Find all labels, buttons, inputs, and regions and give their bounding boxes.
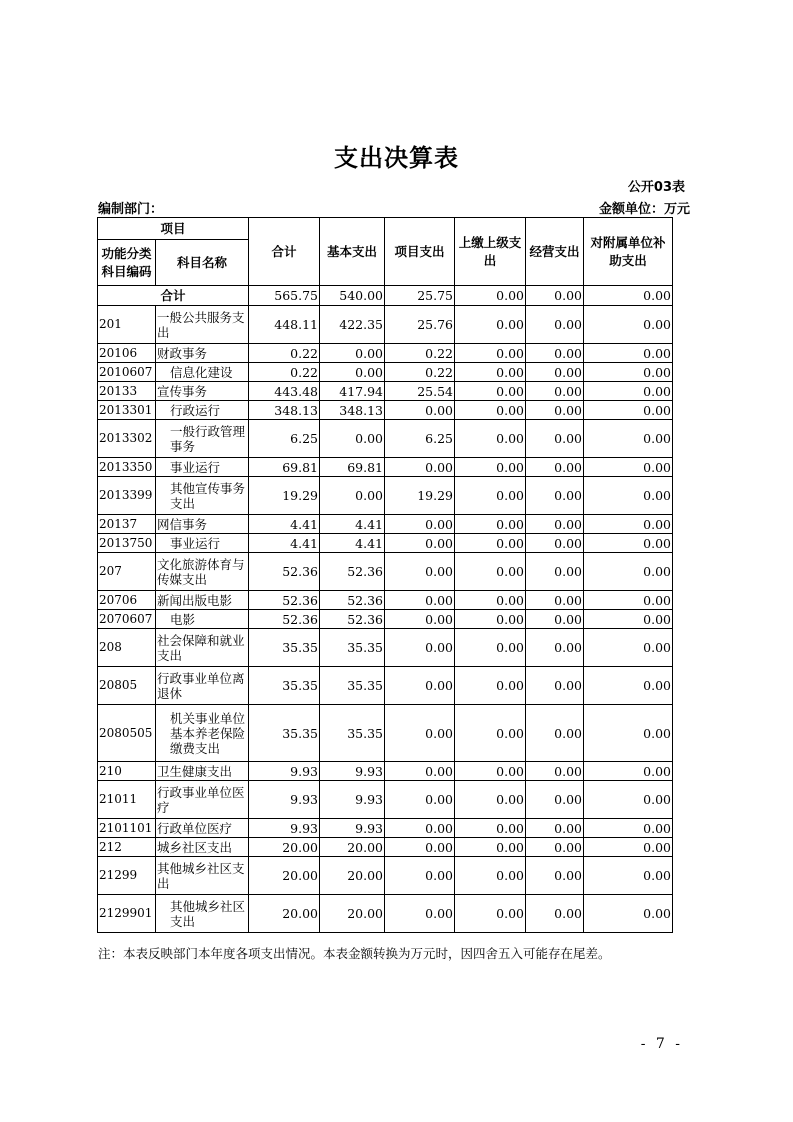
row-subsidy: 0.00 — [584, 629, 673, 667]
table-row — [98, 819, 673, 838]
row-subject-name: 信息化建设 — [156, 363, 249, 382]
total-label: 合计 — [98, 286, 249, 306]
row-upper: 0.00 — [455, 382, 526, 401]
row-basic: 20.00 — [320, 895, 385, 933]
table-row — [98, 306, 673, 344]
row-total: 4.41 — [249, 534, 320, 553]
row-subject-name: 行政运行 — [156, 401, 249, 420]
row-business: 0.00 — [526, 895, 584, 933]
row-subject-name: 卫生健康支出 — [156, 762, 249, 781]
table-row — [98, 420, 673, 458]
row-subject-name: 事业运行 — [156, 458, 249, 477]
row-basic: 4.41 — [320, 534, 385, 553]
row-upper: 0.00 — [455, 895, 526, 933]
row-project: 0.00 — [385, 838, 455, 857]
row-upper: 0.00 — [455, 401, 526, 420]
row-subject-name: 行政单位医疗 — [156, 819, 249, 838]
header-upper: 上缴上级支出 — [455, 218, 526, 286]
row-upper: 0.00 — [455, 610, 526, 629]
row-code: 21011 — [98, 781, 156, 819]
row-basic: 35.35 — [320, 667, 385, 705]
row-code: 2013301 — [98, 401, 156, 420]
header-business: 经营支出 — [526, 218, 584, 286]
row-subsidy: 0.00 — [584, 382, 673, 401]
header-subsidy: 对附属单位补助支出 — [584, 218, 673, 286]
header-basic: 基本支出 — [320, 218, 385, 286]
row-project: 0.22 — [385, 363, 455, 382]
header-func-code: 功能分类科目编码 — [98, 240, 156, 286]
row-code: 201 — [98, 306, 156, 344]
row-upper: 0.00 — [455, 838, 526, 857]
header-project-exp: 项目支出 — [385, 218, 455, 286]
row-subsidy: 0.00 — [584, 705, 673, 762]
row-project: 0.00 — [385, 515, 455, 534]
row-total: 35.35 — [249, 705, 320, 762]
page-number: - 7 - — [640, 1036, 683, 1052]
row-upper: 0.00 — [455, 857, 526, 895]
row-code: 2013302 — [98, 420, 156, 458]
table-row — [98, 610, 673, 629]
row-business: 0.00 — [526, 667, 584, 705]
row-subsidy: 0.00 — [584, 458, 673, 477]
row-code: 2013750 — [98, 534, 156, 553]
row-code: 20106 — [98, 344, 156, 363]
row-subsidy: 0.00 — [584, 610, 673, 629]
row-project: 0.00 — [385, 895, 455, 933]
row-subject-name: 其他城乡社区支出 — [156, 895, 249, 933]
row-upper: 0.00 — [455, 515, 526, 534]
row-basic: 4.41 — [320, 515, 385, 534]
row-total: 52.36 — [249, 553, 320, 591]
row-subject-name: 一般公共服务支出 — [156, 306, 249, 344]
row-subject-name: 城乡社区支出 — [156, 838, 249, 857]
row-basic: 20.00 — [320, 838, 385, 857]
row-total: 20.00 — [249, 838, 320, 857]
row-total: 52.36 — [249, 610, 320, 629]
row-code: 20133 — [98, 382, 156, 401]
row-code: 212 — [98, 838, 156, 857]
row-upper: 0.00 — [455, 534, 526, 553]
table-note: 注：本表反映部门本年度各项支出情况。本表金额转换为万元时，因四舍五入可能存在尾差。 — [98, 946, 611, 961]
row-project: 0.00 — [385, 781, 455, 819]
row-total: 19.29 — [249, 477, 320, 515]
row-code: 2101101 — [98, 819, 156, 838]
row-business: 0.00 — [526, 534, 584, 553]
row-project: 0.00 — [385, 610, 455, 629]
table-row — [98, 762, 673, 781]
row-subject-name: 新闻出版电影 — [156, 591, 249, 610]
row-code: 21299 — [98, 857, 156, 895]
total-row — [98, 286, 673, 306]
row-business: 0.00 — [526, 591, 584, 610]
total-subsidy: 0.00 — [584, 286, 673, 306]
table-row — [98, 591, 673, 610]
row-basic: 20.00 — [320, 857, 385, 895]
total-basic: 540.00 — [320, 286, 385, 306]
header-subject-name: 科目名称 — [156, 240, 249, 286]
row-upper: 0.00 — [455, 819, 526, 838]
row-total: 20.00 — [249, 895, 320, 933]
row-upper: 0.00 — [455, 667, 526, 705]
row-total: 52.36 — [249, 591, 320, 610]
row-subsidy: 0.00 — [584, 895, 673, 933]
row-project: 0.00 — [385, 553, 455, 591]
row-upper: 0.00 — [455, 344, 526, 363]
row-code: 2010607 — [98, 363, 156, 382]
total-project: 25.75 — [385, 286, 455, 306]
row-project: 0.00 — [385, 667, 455, 705]
table-row — [98, 401, 673, 420]
row-project: 19.29 — [385, 477, 455, 515]
row-project: 0.00 — [385, 857, 455, 895]
table-row — [98, 534, 673, 553]
row-subsidy: 0.00 — [584, 306, 673, 344]
row-code: 208 — [98, 629, 156, 667]
table-row — [98, 363, 673, 382]
row-basic: 69.81 — [320, 458, 385, 477]
row-business: 0.00 — [526, 401, 584, 420]
row-upper: 0.00 — [455, 363, 526, 382]
row-code: 20137 — [98, 515, 156, 534]
row-basic: 417.94 — [320, 382, 385, 401]
table-row — [98, 477, 673, 515]
row-code: 2129901 — [98, 895, 156, 933]
row-code: 2013399 — [98, 477, 156, 515]
row-project: 0.00 — [385, 819, 455, 838]
table-row — [98, 781, 673, 819]
row-subject-name: 社会保障和就业支出 — [156, 629, 249, 667]
row-subsidy: 0.00 — [584, 838, 673, 857]
page-title: 支出决算表 — [334, 144, 459, 172]
row-subsidy: 0.00 — [584, 781, 673, 819]
header-total: 合计 — [249, 218, 320, 286]
row-business: 0.00 — [526, 629, 584, 667]
row-code: 2013350 — [98, 458, 156, 477]
row-subject-name: 一般行政管理事务 — [156, 420, 249, 458]
row-code: 210 — [98, 762, 156, 781]
row-subsidy: 0.00 — [584, 857, 673, 895]
row-total: 6.25 — [249, 420, 320, 458]
row-upper: 0.00 — [455, 477, 526, 515]
row-subsidy: 0.00 — [584, 819, 673, 838]
row-code: 20805 — [98, 667, 156, 705]
row-subject-name: 电影 — [156, 610, 249, 629]
row-upper: 0.00 — [455, 762, 526, 781]
row-subsidy: 0.00 — [584, 363, 673, 382]
row-project: 0.00 — [385, 458, 455, 477]
table-row — [98, 344, 673, 363]
row-basic: 9.93 — [320, 762, 385, 781]
row-project: 0.22 — [385, 344, 455, 363]
row-subject-name: 其他宣传事务支出 — [156, 477, 249, 515]
row-total: 4.41 — [249, 515, 320, 534]
table-row — [98, 553, 673, 591]
row-subsidy: 0.00 — [584, 762, 673, 781]
row-subject-name: 财政事务 — [156, 344, 249, 363]
table-row — [98, 458, 673, 477]
row-basic: 9.93 — [320, 819, 385, 838]
row-code: 2080505 — [98, 705, 156, 762]
row-basic: 0.00 — [320, 363, 385, 382]
row-subject-name: 网信事务 — [156, 515, 249, 534]
row-subject-name: 事业运行 — [156, 534, 249, 553]
row-business: 0.00 — [526, 610, 584, 629]
row-basic: 0.00 — [320, 344, 385, 363]
row-total: 35.35 — [249, 629, 320, 667]
table-row — [98, 629, 673, 667]
expenditure-table — [97, 217, 673, 933]
row-basic: 52.36 — [320, 591, 385, 610]
row-business: 0.00 — [526, 819, 584, 838]
total-upper: 0.00 — [455, 286, 526, 306]
row-basic: 422.35 — [320, 306, 385, 344]
table-row — [98, 838, 673, 857]
row-subsidy: 0.00 — [584, 420, 673, 458]
row-upper: 0.00 — [455, 553, 526, 591]
row-basic: 35.35 — [320, 705, 385, 762]
row-upper: 0.00 — [455, 306, 526, 344]
row-subsidy: 0.00 — [584, 515, 673, 534]
row-basic: 348.13 — [320, 401, 385, 420]
row-upper: 0.00 — [455, 629, 526, 667]
table-row — [98, 382, 673, 401]
table-row — [98, 667, 673, 705]
row-subject-name: 行政事业单位离退休 — [156, 667, 249, 705]
row-project: 0.00 — [385, 534, 455, 553]
department-label: 编制部门： — [98, 202, 164, 217]
row-business: 0.00 — [526, 306, 584, 344]
total-business: 0.00 — [526, 286, 584, 306]
row-subsidy: 0.00 — [584, 667, 673, 705]
row-subsidy: 0.00 — [584, 534, 673, 553]
row-business: 0.00 — [526, 553, 584, 591]
row-business: 0.00 — [526, 363, 584, 382]
row-project: 0.00 — [385, 401, 455, 420]
row-total: 448.11 — [249, 306, 320, 344]
header-project: 项目 — [98, 218, 249, 240]
row-project: 25.54 — [385, 382, 455, 401]
row-business: 0.00 — [526, 857, 584, 895]
table-row — [98, 857, 673, 895]
row-total: 443.48 — [249, 382, 320, 401]
row-project: 25.76 — [385, 306, 455, 344]
row-business: 0.00 — [526, 458, 584, 477]
row-business: 0.00 — [526, 838, 584, 857]
total-amount: 565.75 — [249, 286, 320, 306]
row-total: 35.35 — [249, 667, 320, 705]
row-business: 0.00 — [526, 515, 584, 534]
row-business: 0.00 — [526, 781, 584, 819]
row-total: 0.22 — [249, 344, 320, 363]
row-project: 0.00 — [385, 705, 455, 762]
row-project: 0.00 — [385, 629, 455, 667]
row-code: 207 — [98, 553, 156, 591]
row-total: 348.13 — [249, 401, 320, 420]
row-total: 9.93 — [249, 762, 320, 781]
row-upper: 0.00 — [455, 458, 526, 477]
row-basic: 0.00 — [320, 420, 385, 458]
row-project: 0.00 — [385, 591, 455, 610]
row-business: 0.00 — [526, 705, 584, 762]
row-basic: 52.36 — [320, 553, 385, 591]
table-row — [98, 895, 673, 933]
row-subsidy: 0.00 — [584, 553, 673, 591]
row-upper: 0.00 — [455, 705, 526, 762]
row-basic: 35.35 — [320, 629, 385, 667]
row-upper: 0.00 — [455, 420, 526, 458]
row-basic: 9.93 — [320, 781, 385, 819]
row-total: 20.00 — [249, 857, 320, 895]
row-business: 0.00 — [526, 382, 584, 401]
row-basic: 0.00 — [320, 477, 385, 515]
row-total: 0.22 — [249, 363, 320, 382]
row-subject-name: 其他城乡社区支出 — [156, 857, 249, 895]
row-business: 0.00 — [526, 344, 584, 363]
row-basic: 52.36 — [320, 610, 385, 629]
row-project: 6.25 — [385, 420, 455, 458]
row-business: 0.00 — [526, 420, 584, 458]
row-code: 20706 — [98, 591, 156, 610]
row-upper: 0.00 — [455, 781, 526, 819]
row-subject-name: 宣传事务 — [156, 382, 249, 401]
form-code: 公开03表 — [627, 180, 685, 195]
row-subsidy: 0.00 — [584, 401, 673, 420]
unit-label: 金额单位：万元 — [598, 202, 690, 217]
table-row — [98, 705, 673, 762]
row-subject-name: 行政事业单位医疗 — [156, 781, 249, 819]
row-total: 9.93 — [249, 781, 320, 819]
row-business: 0.00 — [526, 762, 584, 781]
row-subject-name: 文化旅游体育与传媒支出 — [156, 553, 249, 591]
row-code: 2070607 — [98, 610, 156, 629]
row-subsidy: 0.00 — [584, 477, 673, 515]
row-subject-name: 机关事业单位基本养老保险缴费支出 — [156, 705, 249, 762]
row-subsidy: 0.00 — [584, 591, 673, 610]
row-total: 9.93 — [249, 819, 320, 838]
row-total: 69.81 — [249, 458, 320, 477]
row-business: 0.00 — [526, 477, 584, 515]
row-upper: 0.00 — [455, 591, 526, 610]
row-subsidy: 0.00 — [584, 344, 673, 363]
table-row — [98, 515, 673, 534]
row-project: 0.00 — [385, 762, 455, 781]
